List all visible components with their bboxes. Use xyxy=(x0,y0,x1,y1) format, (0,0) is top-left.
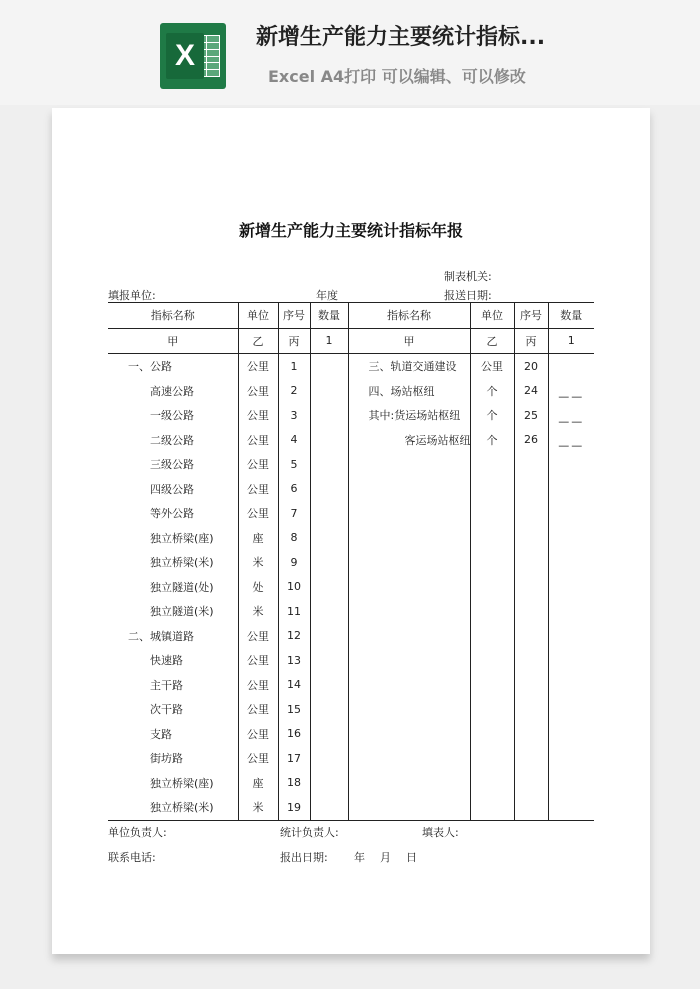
code-row xyxy=(108,328,594,354)
code-qty: 1 xyxy=(310,328,348,354)
right-seq xyxy=(514,599,548,624)
right-indicator-name xyxy=(348,624,470,649)
left-indicator-name: 一级公路 xyxy=(150,409,194,423)
right-qty: —— xyxy=(548,379,594,404)
left-qty xyxy=(310,795,348,820)
right-qty: —— xyxy=(548,428,594,453)
send-date-label: 报送日期: xyxy=(444,289,492,302)
right-qty xyxy=(548,477,594,502)
right-seq: 24 xyxy=(514,379,548,404)
right-indicator-name xyxy=(348,673,470,698)
right-indicator-name xyxy=(348,501,470,526)
right-indicator-name: 客运场站枢纽 xyxy=(348,428,470,453)
left-indicator-name: 一、公路 xyxy=(128,360,172,374)
right-seq xyxy=(514,673,548,698)
report-table xyxy=(108,302,594,821)
right-unit xyxy=(470,673,514,698)
right-unit xyxy=(470,477,514,502)
left-indicator-name: 三级公路 xyxy=(150,458,194,472)
header-seq: 序号 xyxy=(278,303,310,329)
table-row xyxy=(108,526,594,551)
right-unit xyxy=(470,550,514,575)
right-indicator-name: 四、场站枢纽 xyxy=(348,379,470,404)
table-row xyxy=(108,722,594,747)
left-qty xyxy=(310,501,348,526)
left-unit: 座 xyxy=(238,526,278,551)
header-unit: 单位 xyxy=(238,303,278,329)
right-qty xyxy=(548,673,594,698)
right-qty xyxy=(548,795,594,820)
table-row xyxy=(108,575,594,600)
right-seq: 20 xyxy=(514,354,548,379)
table-row xyxy=(108,379,594,404)
right-unit xyxy=(470,501,514,526)
left-seq: 6 xyxy=(278,477,310,502)
code-name: 甲 xyxy=(108,328,238,354)
header-qty-right: 数量 xyxy=(548,303,594,329)
code-seq: 丙 xyxy=(278,328,310,354)
left-qty xyxy=(310,673,348,698)
left-seq: 17 xyxy=(278,746,310,771)
footer-stat-head: 统计负责人: xyxy=(280,826,339,839)
excel-file-icon xyxy=(160,23,226,89)
code-seq-right: 丙 xyxy=(514,328,548,354)
table-row xyxy=(108,403,594,428)
right-unit xyxy=(470,746,514,771)
header-seq-right: 序号 xyxy=(514,303,548,329)
left-seq: 11 xyxy=(278,599,310,624)
unit-label: 填报单位: xyxy=(108,289,156,302)
right-qty xyxy=(548,648,594,673)
left-indicator-name: 支路 xyxy=(150,727,172,741)
left-qty xyxy=(310,624,348,649)
excel-x-badge: X xyxy=(166,33,204,79)
left-seq: 13 xyxy=(278,648,310,673)
left-qty xyxy=(310,403,348,428)
left-unit: 公里 xyxy=(238,428,278,453)
right-qty xyxy=(548,771,594,796)
right-indicator-name xyxy=(348,477,470,502)
left-seq: 10 xyxy=(278,575,310,600)
right-seq xyxy=(514,722,548,747)
left-indicator-name: 二、城镇道路 xyxy=(128,629,194,643)
banner xyxy=(0,0,700,105)
left-unit: 米 xyxy=(238,599,278,624)
right-indicator-name xyxy=(348,648,470,673)
left-indicator-name: 独立隧道(处) xyxy=(150,580,214,594)
right-qty xyxy=(548,575,594,600)
right-qty xyxy=(548,697,594,722)
left-qty xyxy=(310,697,348,722)
right-seq xyxy=(514,501,548,526)
right-seq xyxy=(514,795,548,820)
right-indicator-name xyxy=(348,599,470,624)
right-seq xyxy=(514,771,548,796)
right-seq xyxy=(514,526,548,551)
right-seq xyxy=(514,477,548,502)
left-seq: 12 xyxy=(278,624,310,649)
table-row xyxy=(108,673,594,698)
right-indicator-name xyxy=(348,697,470,722)
left-qty xyxy=(310,746,348,771)
left-indicator-name: 次干路 xyxy=(150,703,183,717)
right-seq xyxy=(514,624,548,649)
right-indicator-name: 三、轨道交通建设 xyxy=(348,354,470,379)
left-indicator-name: 四级公路 xyxy=(150,482,194,496)
right-unit xyxy=(470,452,514,477)
left-indicator-name: 独立桥梁(座) xyxy=(150,776,214,790)
right-unit: 公里 xyxy=(470,354,514,379)
left-seq: 16 xyxy=(278,722,310,747)
right-qty: —— xyxy=(548,403,594,428)
table-row xyxy=(108,452,594,477)
right-seq xyxy=(514,452,548,477)
table-row xyxy=(108,795,594,820)
left-seq: 18 xyxy=(278,771,310,796)
left-seq: 8 xyxy=(278,526,310,551)
left-unit: 公里 xyxy=(238,379,278,404)
left-unit: 公里 xyxy=(238,673,278,698)
footer-year: 年 xyxy=(354,851,365,864)
footer-month: 月 xyxy=(380,851,391,864)
code-unit-right: 乙 xyxy=(470,328,514,354)
header-name: 指标名称 xyxy=(108,303,238,329)
table-row xyxy=(108,354,594,379)
right-qty xyxy=(548,501,594,526)
right-qty xyxy=(548,452,594,477)
left-indicator-name: 高速公路 xyxy=(150,384,194,398)
right-unit xyxy=(470,795,514,820)
table-row xyxy=(108,477,594,502)
left-unit: 公里 xyxy=(238,477,278,502)
left-seq: 14 xyxy=(278,673,310,698)
left-qty xyxy=(310,648,348,673)
right-qty xyxy=(548,354,594,379)
right-seq: 26 xyxy=(514,428,548,453)
footer-filler: 填表人: xyxy=(422,826,459,839)
left-qty xyxy=(310,599,348,624)
table-row xyxy=(108,599,594,624)
right-unit: 个 xyxy=(470,379,514,404)
left-qty xyxy=(310,722,348,747)
left-qty xyxy=(310,428,348,453)
left-seq: 5 xyxy=(278,452,310,477)
header-unit-right: 单位 xyxy=(470,303,514,329)
left-qty xyxy=(310,550,348,575)
right-qty xyxy=(548,526,594,551)
left-seq: 4 xyxy=(278,428,310,453)
left-indicator-name: 等外公路 xyxy=(150,507,194,521)
table-body xyxy=(108,354,594,821)
left-indicator-name: 二级公路 xyxy=(150,433,194,447)
footer-report-date: 报出日期: xyxy=(280,851,328,864)
right-unit xyxy=(470,599,514,624)
left-indicator-name: 独立桥梁(米) xyxy=(108,795,238,820)
right-qty xyxy=(548,624,594,649)
right-seq xyxy=(514,648,548,673)
left-indicator-name: 街坊路 xyxy=(150,752,183,766)
left-qty xyxy=(310,771,348,796)
right-seq xyxy=(514,746,548,771)
left-indicator-name: 主干路 xyxy=(150,678,183,692)
table-row xyxy=(108,501,594,526)
right-unit xyxy=(470,526,514,551)
left-qty xyxy=(310,526,348,551)
left-seq: 9 xyxy=(278,550,310,575)
document-title: 新增生产能力主要统计指标年报 xyxy=(238,221,463,240)
table-row xyxy=(108,648,594,673)
footer-day: 日 xyxy=(406,851,417,864)
left-qty xyxy=(310,354,348,379)
right-qty xyxy=(548,599,594,624)
org-label: 制表机关: xyxy=(444,270,492,283)
left-unit: 公里 xyxy=(238,354,278,379)
table-row xyxy=(108,624,594,649)
right-indicator-name xyxy=(348,550,470,575)
left-indicator-name: 独立隧道(米) xyxy=(150,605,214,619)
left-qty xyxy=(310,477,348,502)
left-unit: 米 xyxy=(238,550,278,575)
left-unit: 公里 xyxy=(238,697,278,722)
left-unit: 公里 xyxy=(238,403,278,428)
left-seq: 2 xyxy=(278,379,310,404)
right-unit xyxy=(470,697,514,722)
right-indicator-name xyxy=(348,526,470,551)
footer-phone: 联系电话: xyxy=(108,851,156,864)
left-qty xyxy=(310,452,348,477)
left-unit: 公里 xyxy=(238,648,278,673)
left-seq: 19 xyxy=(278,795,310,820)
right-indicator-name xyxy=(348,722,470,747)
left-unit: 公里 xyxy=(238,452,278,477)
left-seq: 7 xyxy=(278,501,310,526)
right-unit xyxy=(470,722,514,747)
right-indicator-name: 其中:货运场站枢纽 xyxy=(348,403,470,428)
table-row xyxy=(108,771,594,796)
left-indicator-name: 快速路 xyxy=(150,654,183,668)
left-unit: 公里 xyxy=(238,624,278,649)
right-seq xyxy=(514,575,548,600)
code-unit: 乙 xyxy=(238,328,278,354)
left-qty xyxy=(310,379,348,404)
right-seq: 25 xyxy=(514,403,548,428)
right-unit xyxy=(470,771,514,796)
table-row xyxy=(108,428,594,453)
right-unit xyxy=(470,648,514,673)
year-label: 年度 xyxy=(316,289,338,302)
header-row xyxy=(108,303,594,329)
right-indicator-name xyxy=(348,746,470,771)
left-unit: 座 xyxy=(238,771,278,796)
right-unit: 个 xyxy=(470,428,514,453)
right-seq xyxy=(514,550,548,575)
table-row xyxy=(108,550,594,575)
left-seq: 1 xyxy=(278,354,310,379)
left-unit: 公里 xyxy=(238,722,278,747)
right-indicator-name xyxy=(348,771,470,796)
header-name-right: 指标名称 xyxy=(348,303,470,329)
left-indicator-name: 独立桥梁(座) xyxy=(150,531,214,545)
right-seq xyxy=(514,697,548,722)
code-name-right: 甲 xyxy=(348,328,470,354)
left-unit: 公里 xyxy=(238,501,278,526)
left-seq: 15 xyxy=(278,697,310,722)
right-unit xyxy=(470,575,514,600)
banner-title: 新增生产能力主要统计指标... xyxy=(256,25,546,50)
left-indicator-name: 独立桥梁(米) xyxy=(150,556,214,570)
right-qty xyxy=(548,722,594,747)
right-indicator-name xyxy=(348,575,470,600)
right-unit: 个 xyxy=(470,403,514,428)
left-unit: 处 xyxy=(238,575,278,600)
right-unit xyxy=(470,624,514,649)
left-unit: 公里 xyxy=(238,746,278,771)
right-indicator-name xyxy=(348,795,470,820)
code-qty-right: 1 xyxy=(548,328,594,354)
footer-unit-head: 单位负责人: xyxy=(108,826,167,839)
right-indicator-name xyxy=(348,452,470,477)
table-row xyxy=(108,746,594,771)
left-qty xyxy=(310,575,348,600)
left-unit: 米 xyxy=(238,795,278,820)
right-qty xyxy=(548,550,594,575)
left-seq: 3 xyxy=(278,403,310,428)
document-page xyxy=(52,108,650,954)
right-qty xyxy=(548,746,594,771)
banner-subtitle: Excel A4打印 可以编辑、可以修改 xyxy=(268,67,526,86)
table-row xyxy=(108,697,594,722)
header-qty: 数量 xyxy=(310,303,348,329)
